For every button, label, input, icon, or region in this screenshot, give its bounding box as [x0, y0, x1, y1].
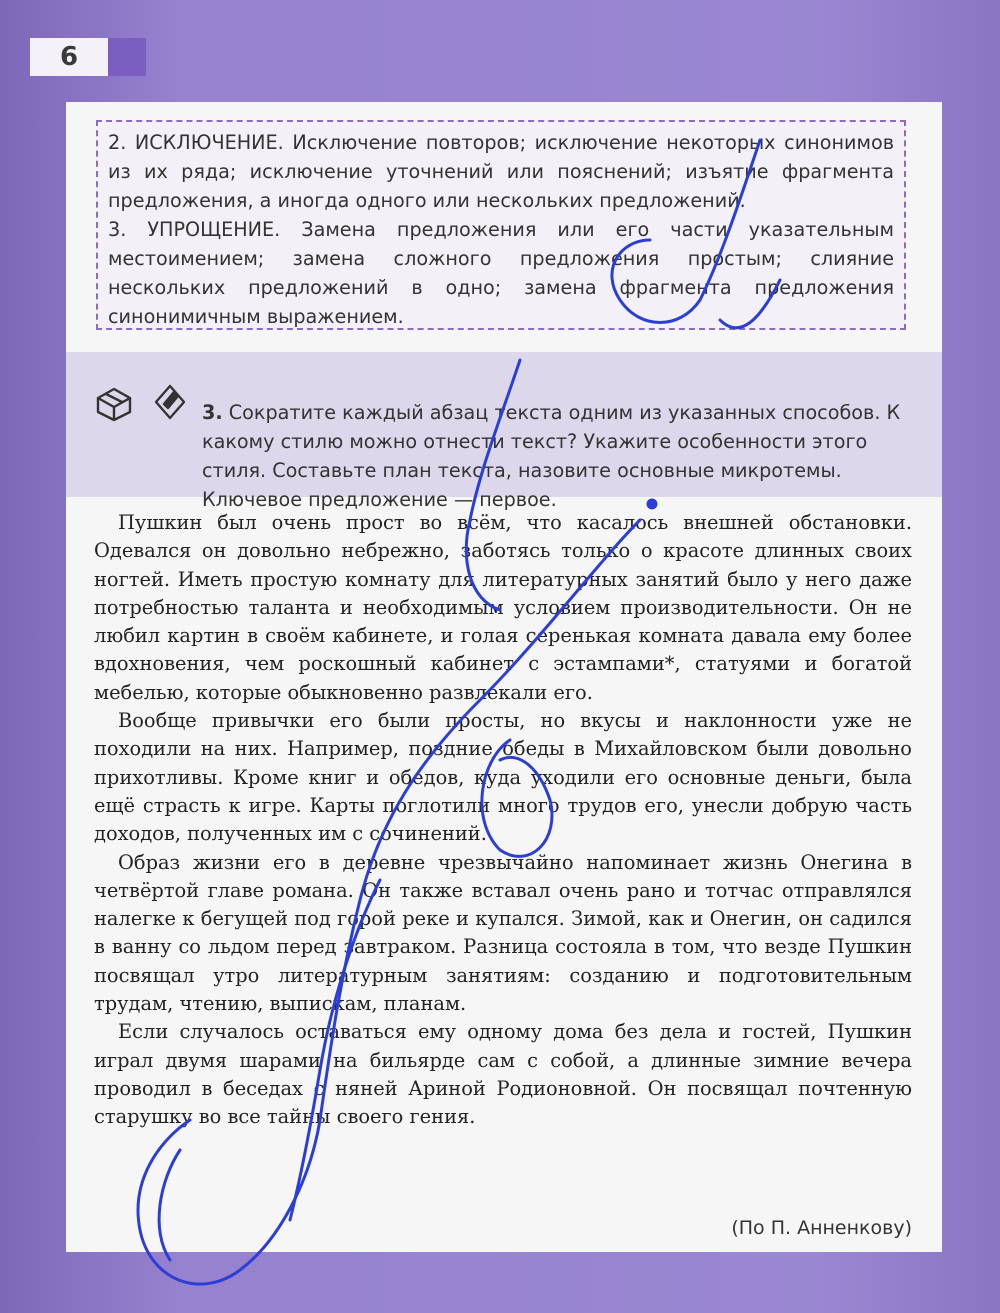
task-icons [94, 382, 194, 422]
task-text [202, 398, 914, 514]
text-paragraph-4: Если случалось оставаться ему одному дома без дела и гостей, Пушкин играл двумя шарами на бильярде сам с собой, а длинные зимние вечера проводил в беседах с няней Ариной Родионовной. Он посвящал почтенную старушку во все тайны своего гения. [94, 1020, 912, 1129]
task-instruction: Сократите каждый абзац текста одним из указанных способов. К какому стилю можно отнести текст? Укажите особенности этого стиля. Составьте план текста, назовите основные микротемы. Ключевое предложение — первое. [202, 401, 901, 511]
page-number: 6 [59, 42, 79, 72]
pencil-gem-icon [156, 386, 184, 418]
text-source: (По П. Анненкову) [731, 1217, 912, 1239]
callout-paragraph-simplification: 3. УПРОЩЕНИЕ. Замена предложения или его части указательным местоимением; замена сложного предложения простым; слияние нескольких предложений в одно; замена фрагмента предложения синонимичным выражением. [108, 218, 894, 328]
compress-cube-icon [98, 389, 130, 420]
rules-callout [96, 120, 906, 330]
text-paragraph-3: Образ жизни его в деревне чрезвычайно напоминает жизнь Онегина в четвёртой главе романа. Он также вставал очень рано и тотчас отправлялся налегке к бегущей под горой реке и купался. Зимой, как и Онегин, он садился в ванну со льдом перед завтраком. Разница состояла в том, что везде Пушкин посвящал утро литературным занятиям: созданию и подготовительным трудам, чтению, выпискам, планам. [94, 850, 912, 1016]
text-paragraph-2: Вообще привычки его были просты, но вкусы и наклонности уже не походили на них. Например, поздние обеды в Михайловском были довольно прихотливы. Кроме книг и обедов, куда уходили его основные деньги, была ещё страсть к игре. Карты поглотили много трудов его, унесли добрую часть доходов, полученных им с сочинений. [94, 709, 912, 846]
main-text [94, 509, 912, 1132]
text-paragraph-1: Пушкин был очень прост во всём, что касалось внешней обстановки. Одевался он довольно небрежно, заботясь только о красоте длинных своих ногтей. Иметь простую комнату для литературных занятий было у него даже потребностью таланта и необходимым условием производительности. Он не любил картин в своём кабинете, и голая серенькая комната давала ему более вдохновения, чем роскошный кабинет с эстампами*, статуями и богатой мебелью, которые обыкновенно развлекали его. [94, 511, 912, 704]
callout-paragraph-exclusion: 2. ИСКЛЮЧЕНИЕ. Исключение повторов; исключение некоторых синонимов из их ряда; исключение уточнений или пояснений; изъятие фрагмента предложения, а иногда одного или нескольких предложений. [108, 131, 894, 212]
task-number: 3. [202, 401, 223, 424]
